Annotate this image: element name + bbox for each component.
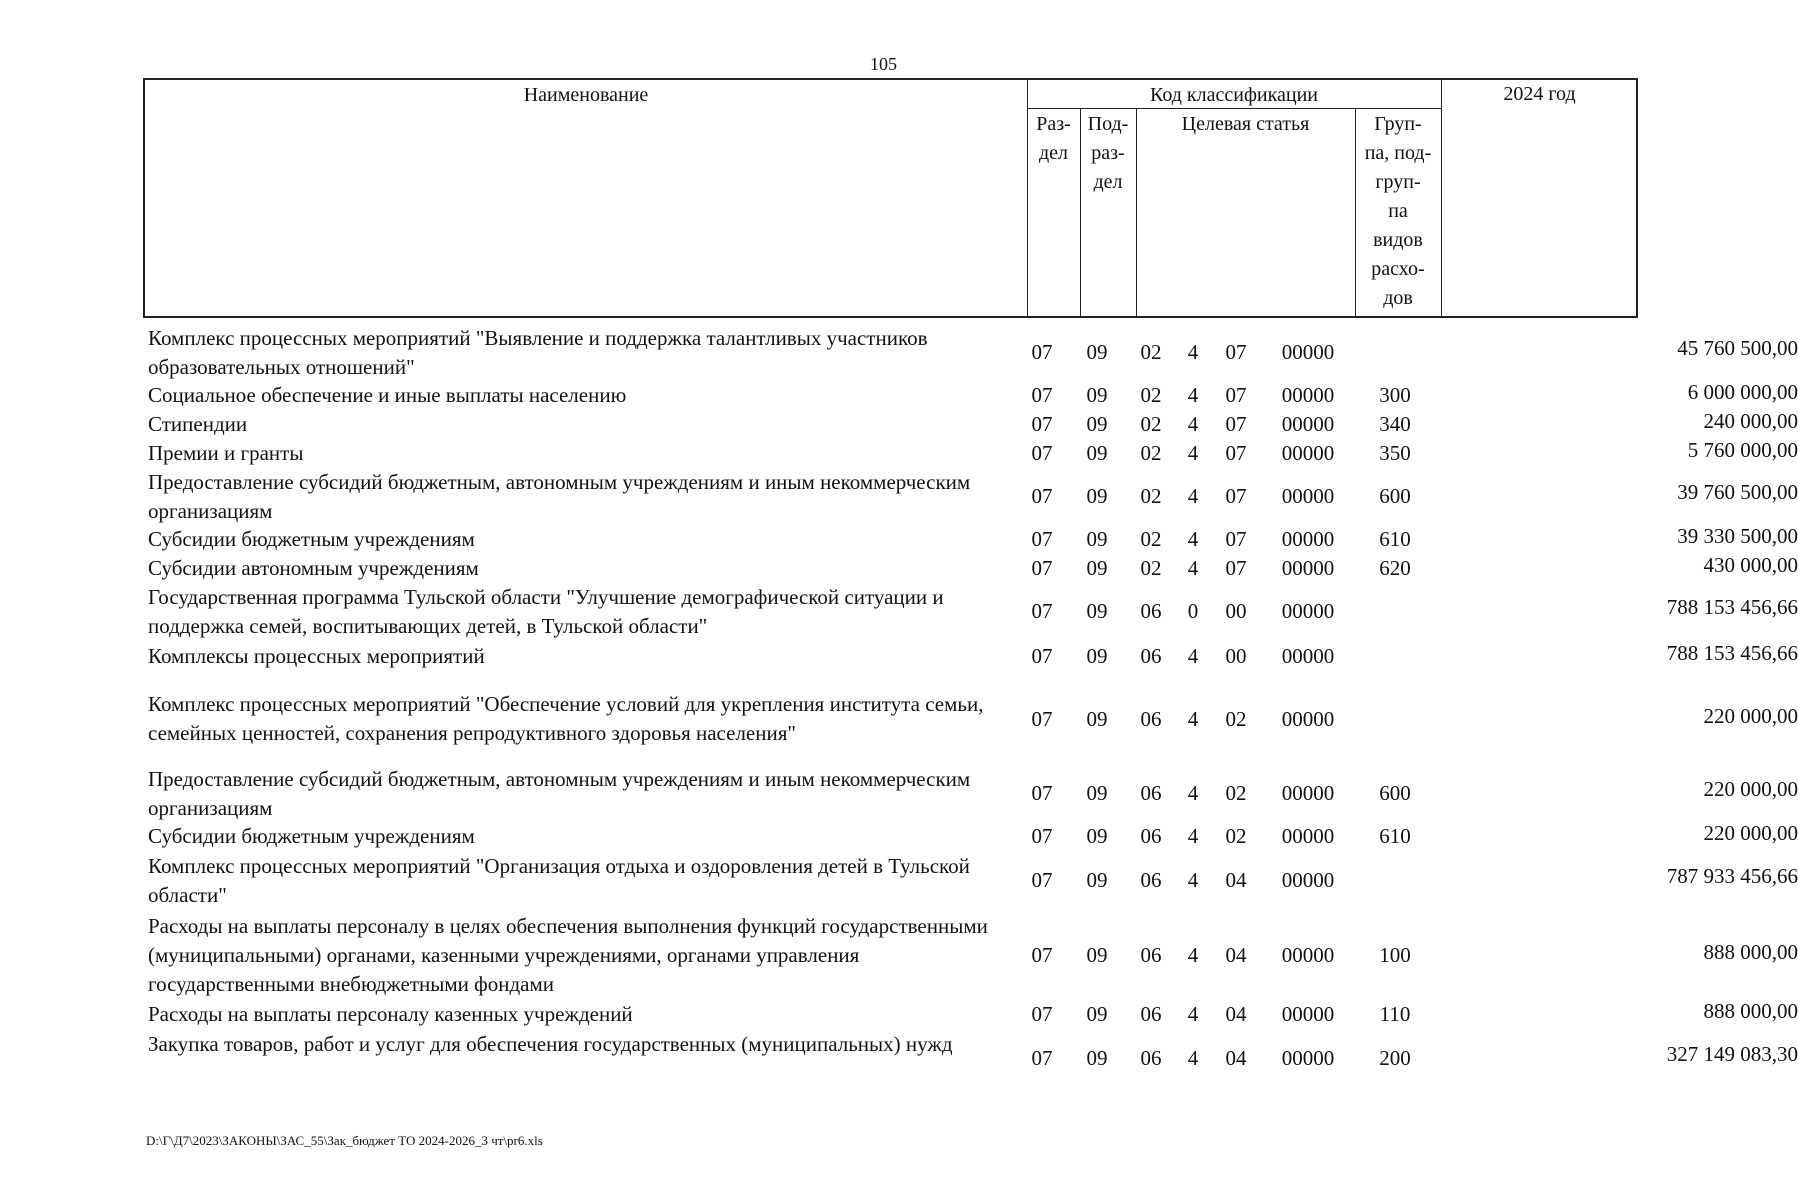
row-name: Закупка товаров, работ и услуг для обеспечения государственных (муниципальных) нужд — [148, 1032, 953, 1056]
row-group: 610 — [1379, 824, 1411, 848]
row-group: 620 — [1379, 556, 1411, 580]
row-target-program: 02 — [1140, 484, 1162, 508]
row-target-element: 02 — [1225, 781, 1247, 805]
row-target-element: 02 — [1225, 824, 1247, 848]
row-target-type: 4 — [1187, 781, 1199, 805]
header-razdel: Раз- дел — [1036, 113, 1071, 164]
row-target-program: 06 — [1140, 707, 1162, 731]
row-target-program: 02 — [1140, 441, 1162, 465]
row-razdel: 07 — [1031, 527, 1053, 551]
row-target-direction: 00000 — [1281, 781, 1335, 805]
row-target-element: 07 — [1225, 412, 1247, 436]
row-target-type: 4 — [1187, 868, 1199, 892]
row-target-program: 06 — [1140, 781, 1162, 805]
row-name: Государственная программа Тульской области "Улучшение демографической ситуации и поддержка семей, воспитывающих детей, в Тульской области" — [148, 585, 944, 638]
row-name: Расходы на выплаты персоналу в целях обеспечения выполнения функций государственными (муниципальными) органами, казенными учреждениями, органами управления государственными внебюджетными фондами — [148, 914, 988, 996]
row-amount: 220 000,00 — [1703, 777, 1798, 801]
row-amount: 220 000,00 — [1703, 704, 1798, 728]
row-podrazdel: 09 — [1086, 781, 1108, 805]
row-target-element: 07 — [1225, 556, 1247, 580]
row-target-direction: 00000 — [1281, 707, 1335, 731]
row-target-direction: 00000 — [1281, 1002, 1335, 1026]
row-razdel: 07 — [1031, 1002, 1053, 1026]
row-target-direction: 00000 — [1281, 868, 1335, 892]
row-amount: 45 760 500,00 — [1677, 336, 1798, 360]
row-target-type: 4 — [1187, 527, 1199, 551]
file-path-footer: D:\Г\Д7\2023\ЗАКОНЫ\ЗАС_55\Зак_бюджет ТО 2024-2026_3 чт\pr6.xls — [146, 1133, 543, 1148]
row-target-element: 02 — [1225, 707, 1247, 731]
row-group: 300 — [1379, 383, 1411, 407]
row-name: Комплекс процессных мероприятий "Обеспечение условий для укрепления института семьи, семейных ценностей, сохранения репродуктивного здоровья населения" — [148, 692, 984, 745]
row-group: 200 — [1379, 1046, 1411, 1070]
row-name: Премии и гранты — [148, 441, 304, 465]
row-target-direction: 00000 — [1281, 383, 1335, 407]
row-podrazdel: 09 — [1086, 527, 1108, 551]
row-name: Субсидии бюджетным учреждениям — [148, 527, 475, 551]
row-amount: 5 760 000,00 — [1687, 438, 1798, 462]
row-target-direction: 00000 — [1281, 824, 1335, 848]
row-podrazdel: 09 — [1086, 599, 1108, 623]
row-target-type: 4 — [1187, 412, 1199, 436]
row-group: 110 — [1379, 1002, 1411, 1026]
row-podrazdel: 09 — [1086, 824, 1108, 848]
row-razdel: 07 — [1031, 484, 1053, 508]
row-group: 340 — [1379, 412, 1411, 436]
row-target-element: 04 — [1225, 1002, 1247, 1026]
row-target-element: 07 — [1225, 340, 1247, 364]
row-name: Стипендии — [148, 412, 248, 436]
row-name: Социальное обеспечение и иные выплаты населению — [148, 383, 627, 407]
header-divider — [1441, 80, 1442, 316]
row-target-program: 06 — [1140, 644, 1162, 668]
row-target-program: 02 — [1140, 383, 1162, 407]
row-amount: 220 000,00 — [1703, 821, 1798, 845]
row-target-element: 07 — [1225, 527, 1247, 551]
row-amount: 888 000,00 — [1703, 940, 1798, 964]
row-amount: 788 153 456,66 — [1666, 595, 1798, 619]
row-name: Комплекс процессных мероприятий "Организация отдыха и оздоровления детей в Тульской области" — [148, 854, 970, 907]
row-razdel: 07 — [1031, 824, 1053, 848]
row-target-type: 4 — [1187, 1002, 1199, 1026]
row-target-type: 4 — [1187, 943, 1199, 967]
row-group: 610 — [1379, 527, 1411, 551]
row-target-element: 07 — [1225, 383, 1247, 407]
row-name: Предоставление субсидий бюджетным, автономным учреждениям и иным некоммерческим организациям — [148, 767, 971, 820]
row-target-program: 06 — [1140, 824, 1162, 848]
row-razdel: 07 — [1031, 441, 1053, 465]
row-target-element: 04 — [1225, 868, 1247, 892]
row-target-type: 4 — [1187, 441, 1199, 465]
row-target-element: 07 — [1225, 484, 1247, 508]
header-divider — [1136, 108, 1137, 316]
row-target-element: 04 — [1225, 1046, 1247, 1070]
row-podrazdel: 09 — [1086, 412, 1108, 436]
row-target-direction: 00000 — [1281, 441, 1335, 465]
row-target-type: 4 — [1187, 824, 1199, 848]
row-target-program: 06 — [1140, 1002, 1162, 1026]
row-razdel: 07 — [1031, 943, 1053, 967]
row-group: 600 — [1379, 781, 1411, 805]
row-razdel: 07 — [1031, 412, 1053, 436]
row-group: 600 — [1379, 484, 1411, 508]
row-name: Расходы на выплаты персоналу казенных учреждений — [148, 1002, 633, 1026]
row-target-direction: 00000 — [1281, 599, 1335, 623]
row-podrazdel: 09 — [1086, 484, 1108, 508]
header-podrazdel: Под- раз- дел — [1087, 113, 1129, 193]
header-target: Целевая статья — [1181, 113, 1310, 135]
row-razdel: 07 — [1031, 868, 1053, 892]
row-podrazdel: 09 — [1086, 644, 1108, 668]
row-target-program: 06 — [1140, 868, 1162, 892]
row-target-type: 4 — [1187, 707, 1199, 731]
row-razdel: 07 — [1031, 1046, 1053, 1070]
row-target-direction: 00000 — [1281, 644, 1335, 668]
row-podrazdel: 09 — [1086, 868, 1108, 892]
row-target-program: 02 — [1140, 556, 1162, 580]
row-amount: 39 760 500,00 — [1677, 480, 1798, 504]
row-group: 100 — [1379, 943, 1411, 967]
row-razdel: 07 — [1031, 340, 1053, 364]
header-name: Наименование — [523, 84, 649, 106]
row-target-type: 4 — [1187, 340, 1199, 364]
row-target-program: 02 — [1140, 412, 1162, 436]
row-amount: 327 149 083,30 — [1666, 1042, 1798, 1066]
row-target-element: 07 — [1225, 441, 1247, 465]
row-target-direction: 00000 — [1281, 484, 1335, 508]
row-razdel: 07 — [1031, 599, 1053, 623]
row-razdel: 07 — [1031, 556, 1053, 580]
row-target-direction: 00000 — [1281, 527, 1335, 551]
row-amount: 888 000,00 — [1703, 999, 1798, 1023]
row-podrazdel: 09 — [1086, 441, 1108, 465]
row-target-type: 4 — [1187, 383, 1199, 407]
row-amount: 430 000,00 — [1703, 553, 1798, 577]
row-target-type: 4 — [1187, 556, 1199, 580]
row-target-direction: 00000 — [1281, 943, 1335, 967]
row-podrazdel: 09 — [1086, 943, 1108, 967]
row-target-direction: 00000 — [1281, 412, 1335, 436]
row-amount: 787 933 456,66 — [1666, 864, 1798, 888]
row-target-element: 00 — [1225, 599, 1247, 623]
row-amount: 788 153 456,66 — [1666, 641, 1798, 665]
row-target-program: 02 — [1140, 527, 1162, 551]
row-target-type: 4 — [1187, 1046, 1199, 1070]
row-target-type: 0 — [1187, 599, 1199, 623]
row-razdel: 07 — [1031, 707, 1053, 731]
row-target-direction: 00000 — [1281, 1046, 1335, 1070]
row-name: Комплекс процессных мероприятий "Выявление и поддержка талантливых участников образовательных отношений" — [148, 326, 928, 379]
row-podrazdel: 09 — [1086, 1046, 1108, 1070]
header-group: Груп- па, под- груп- па видов расхо- дов — [1364, 113, 1432, 309]
page-number: 105 — [870, 54, 897, 74]
row-podrazdel: 09 — [1086, 707, 1108, 731]
row-amount: 6 000 000,00 — [1687, 380, 1798, 404]
row-group: 350 — [1379, 441, 1411, 465]
row-name: Субсидии автономным учреждениям — [148, 556, 479, 580]
row-podrazdel: 09 — [1086, 1002, 1108, 1026]
row-name: Комплексы процессных мероприятий — [148, 644, 485, 668]
row-target-type: 4 — [1187, 484, 1199, 508]
row-target-direction: 00000 — [1281, 340, 1335, 364]
row-name: Субсидии бюджетным учреждениям — [148, 824, 475, 848]
row-amount: 240 000,00 — [1703, 409, 1798, 433]
table-header — [143, 78, 1638, 318]
row-name: Предоставление субсидий бюджетным, автономным учреждениям и иным некоммерческим организациям — [148, 470, 971, 523]
row-podrazdel: 09 — [1086, 383, 1108, 407]
row-podrazdel: 09 — [1086, 556, 1108, 580]
row-target-element: 04 — [1225, 943, 1247, 967]
row-target-program: 02 — [1140, 340, 1162, 364]
row-target-element: 00 — [1225, 644, 1247, 668]
row-target-program: 06 — [1140, 943, 1162, 967]
row-razdel: 07 — [1031, 781, 1053, 805]
header-year: 2024 год — [1503, 83, 1576, 105]
row-razdel: 07 — [1031, 644, 1053, 668]
header-code-group: Код классификации — [1149, 84, 1319, 106]
row-target-type: 4 — [1187, 644, 1199, 668]
row-target-program: 06 — [1140, 599, 1162, 623]
row-target-program: 06 — [1140, 1046, 1162, 1070]
row-razdel: 07 — [1031, 383, 1053, 407]
row-target-direction: 00000 — [1281, 556, 1335, 580]
row-amount: 39 330 500,00 — [1677, 524, 1798, 548]
row-podrazdel: 09 — [1086, 340, 1108, 364]
